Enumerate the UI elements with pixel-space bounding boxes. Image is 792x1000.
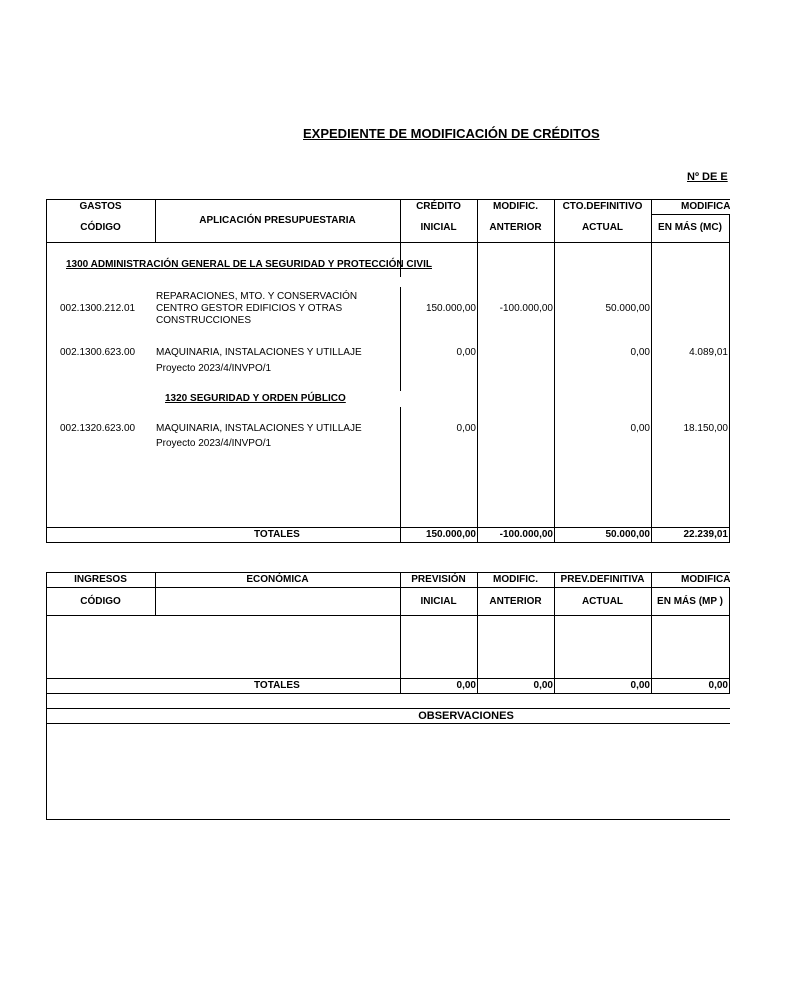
cto-definitivo-header: CTO.DEFINITIVO <box>562 201 643 212</box>
ingresos-header-label: INGRESOS <box>74 574 127 585</box>
observaciones-heading-text: OBSERVACIONES <box>418 710 514 722</box>
credito-header: CRÉDITO <box>416 201 461 212</box>
ingresos-col-sep-6 <box>729 587 730 694</box>
modific-header: MODIFIC. <box>493 201 538 212</box>
row-en-mas: 18.150,00 <box>683 423 728 434</box>
ingresos-col-sep-5 <box>651 572 652 694</box>
row-description-line: REPARACIONES, MTO. Y CONSERVACIÓN <box>156 291 358 302</box>
page-title: EXPEDIENTE DE MODIFICACIÓN DE CRÉDITOS <box>303 126 600 141</box>
ingresos-modifica-header: MODIFICA <box>681 574 730 585</box>
row-cto-actual: 0,00 <box>630 347 650 358</box>
row-description-line: CONSTRUCCIONES <box>156 315 252 326</box>
gastos-border-top <box>46 199 730 200</box>
total-credito-inicial: 150.000,00 <box>425 529 476 540</box>
row-en-mas: 4.089,01 <box>689 347 728 358</box>
total-prevision-inicial: 0,00 <box>456 680 476 691</box>
ingresos-totals-bottom <box>46 693 730 694</box>
total-modific-anterior: -100.000,00 <box>499 529 553 540</box>
economica-header: ECONÓMICA <box>246 574 309 585</box>
row-credito-inicial: 150.000,00 <box>425 303 476 314</box>
gastos-totals-top <box>46 527 730 528</box>
gastos-col-sep-5 <box>651 199 652 543</box>
ingresos-left-border <box>46 572 47 820</box>
row-codigo: 002.1320.623.00 <box>60 423 136 434</box>
row-proyecto: Proyecto 2023/4/INVPO/1 <box>156 363 272 374</box>
row-codigo: 002.1300.212.01 <box>60 303 136 314</box>
gastos-codigo-header: CÓDIGO <box>80 222 121 233</box>
cto-actual-header: ACTUAL <box>581 222 624 233</box>
total-en-mas-mp: 0,00 <box>708 680 728 691</box>
total-prev-actual: 0,00 <box>630 680 650 691</box>
ingresos-anterior-header: ANTERIOR <box>489 596 542 607</box>
row-cto-actual: 50.000,00 <box>605 303 650 314</box>
observaciones-border-bottom <box>46 819 730 820</box>
en-mas-mc-header: EN MÁS (MC) <box>658 222 722 233</box>
gastos-col-sep-4 <box>554 199 555 543</box>
ingresos-header-divider <box>46 587 730 588</box>
gastos-left-border <box>46 199 47 543</box>
ingresos-codigo-header: CÓDIGO <box>80 596 121 607</box>
row-proyecto: Proyecto 2023/4/INVPO/1 <box>156 438 272 449</box>
ingresos-col-sep-3 <box>477 572 478 694</box>
observaciones-heading <box>46 710 730 722</box>
row-codigo: 002.1300.623.00 <box>60 347 136 358</box>
prev-definitiva-header: PREV.DEFINITIVA <box>560 574 645 585</box>
total-ingresos-anterior: 0,00 <box>533 680 553 691</box>
observaciones-header-bottom <box>46 723 730 724</box>
modific-anterior-header: ANTERIOR <box>489 222 542 233</box>
modifica-header: MODIFICA <box>681 201 730 212</box>
totals-label: TOTALES <box>254 680 300 691</box>
gastos-col-sep-3 <box>477 199 478 543</box>
prev-actual-header: ACTUAL <box>581 596 624 607</box>
row-modific-anterior: -100.000,00 <box>499 303 553 314</box>
gastos-header-bottom <box>46 242 730 243</box>
en-mas-mp-header: EN MÁS (MP ) <box>657 596 723 607</box>
ingresos-modific-header: MODIFIC. <box>493 574 538 585</box>
row-description-line: MAQUINARIA, INSTALACIONES Y UTILLAJE <box>156 347 362 358</box>
ingresos-col-sep-4 <box>554 572 555 694</box>
prevision-inicial-header: INICIAL <box>420 596 457 607</box>
gastos-modifica-divider <box>651 214 730 215</box>
total-cto-actual: 50.000,00 <box>605 529 650 540</box>
ingresos-header-bottom <box>46 615 730 616</box>
row-description-line: CENTRO GESTOR EDIFICIOS Y OTRAS <box>156 303 343 314</box>
expediente-number-label: Nº DE E <box>687 171 728 183</box>
section-heading-1320: 1320 SEGURIDAD Y ORDEN PÚBLICO <box>165 393 346 404</box>
totals-label: TOTALES <box>254 529 300 540</box>
observaciones-border-top <box>46 708 730 709</box>
credito-inicial-header: INICIAL <box>420 222 457 233</box>
section-heading-1300: 1300 ADMINISTRACIÓN GENERAL DE LA SEGURIDAD Y PROTECCIÓN CIVIL <box>66 259 432 270</box>
total-en-mas: 22.239,01 <box>683 529 728 540</box>
row-description-line: MAQUINARIA, INSTALACIONES Y UTILLAJE <box>156 423 362 434</box>
prevision-header: PREVISIÓN <box>411 574 466 585</box>
gastos-col-sep-6 <box>729 214 730 543</box>
row-cto-actual: 0,00 <box>630 423 650 434</box>
gastos-border-bottom <box>46 542 730 543</box>
ingresos-totals-top <box>46 678 730 679</box>
ingresos-border-top <box>46 572 730 573</box>
row-credito-inicial: 0,00 <box>456 347 476 358</box>
aplicacion-header: APLICACIÓN PRESUPUESTARIA <box>199 215 356 226</box>
ingresos-col-sep-2 <box>400 572 401 694</box>
gastos-header-label: GASTOS <box>79 201 122 212</box>
row-credito-inicial: 0,00 <box>456 423 476 434</box>
